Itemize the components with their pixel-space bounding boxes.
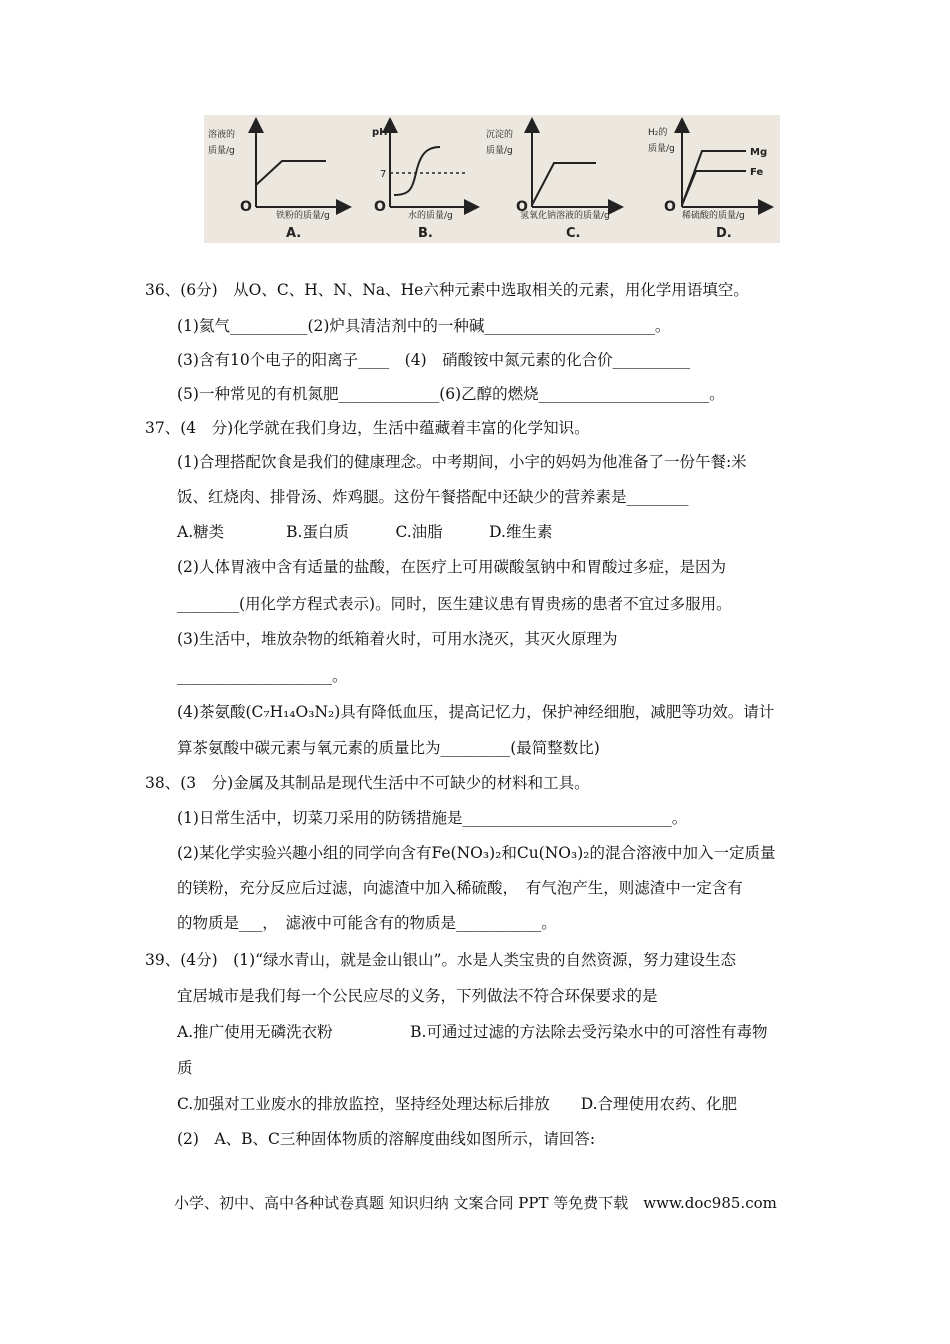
q36-line-1: (1)氦气__________(2)炉具清洁剂中的一种碱______________________。 — [177, 317, 671, 335]
graph-a-origin: O — [240, 199, 252, 215]
graph-c-xlabel: 氢氧化钠溶液的质量/g — [520, 211, 610, 221]
q37-p3-line-2: ____________________。 — [177, 667, 348, 685]
q39-p2: (2) A、B、C三种固体物质的溶解度曲线如图所示，请回答: — [177, 1130, 596, 1148]
graph-b — [372, 125, 472, 241]
graph-d-ylabel-2: 质量/g — [648, 144, 675, 154]
page-footer: 小学、初中、高中各种试卷真题 知识归纳 文案合同 PPT 等免费下载 www.doc985.com — [174, 1194, 777, 1212]
graph-c-letter: C. — [566, 226, 581, 241]
graph-c-ylabel-2: 质量/g — [486, 146, 513, 156]
graph-d-xlabel: 稀硫酸的质量/g — [682, 211, 745, 221]
graph-c-origin: O — [516, 199, 528, 215]
q37-p4-line-1: (4)茶氨酸(C₇H₁₄O₃N₂)具有降低血压，提高记忆力，保护神经细胞，减肥等功效。请计 — [177, 703, 775, 721]
graph-a-ylabel-2: 质量/g — [208, 146, 235, 156]
q37-p3-line-1: (3)生活中，堆放杂物的纸箱着火时，可用水浇灭，其灭火原理为 — [177, 630, 618, 648]
graph-c-ylabel-1: 沉淀的 — [486, 130, 514, 140]
q37-p1-options: A.糖类 B.蛋白质 C.油脂 D.维生素 — [177, 523, 553, 541]
graph-d-ylabel-1: H₂的 — [648, 128, 668, 138]
graph-d — [648, 125, 767, 241]
graph-a — [208, 125, 344, 241]
graph-a-letter: A. — [286, 226, 302, 241]
q38-p2-line-3: 的物质是___， 滤液中可能含有的物质是___________。 — [177, 914, 557, 932]
q39-options-ab: A.推广使用无磷洗衣粉 B.可通过过滤的方法除去受污染水中的可溶性有毒物 — [177, 1023, 768, 1041]
q39-p1-line-2: 宜居城市是我们每一个公民应尽的义务，下列做法不符合环保要求的是 — [177, 987, 658, 1005]
graph-a-ylabel-1: 溶液的 — [208, 130, 236, 140]
q36-line-2: (3)含有10个电子的阳离子____ (4) 硝酸铵中氮元素的化合价__________ — [177, 351, 691, 369]
q39-options-cd: C.加强对工业废水的排放监控，坚持经处理达标后排放 D.合理使用农药、化肥 — [177, 1095, 738, 1113]
graph-b-ylabel: pH — [372, 127, 388, 138]
q37-p2-line-1: (2)人体胃液中含有适量的盐酸，在医疗上可用碳酸氢钠中和胃酸过多症，是因为 — [177, 558, 726, 576]
graph-b-letter: B. — [418, 226, 433, 241]
graph-figure — [204, 115, 780, 243]
graph-d-origin: O — [664, 199, 676, 215]
graph-d-series-mg: Mg — [750, 147, 768, 158]
graph-b-xlabel: 水的质量/g — [408, 211, 453, 221]
q37-p2-line-2: ________(用化学方程式表示)。同时，医生建议患有胃贵疡的患者不宜过多服用。 — [177, 595, 732, 613]
graph-a-xlabel: 铁粉的质量/g — [276, 211, 330, 221]
q39-option-b-cont: 质 — [177, 1059, 193, 1077]
graph-c — [486, 125, 616, 241]
q38-p2-line-2: 的镁粉，充分反应后过滤，向滤渣中加入稀硫酸， 有气泡产生，则滤渣中一定含有 — [177, 879, 743, 897]
graph-b-origin: O — [374, 199, 386, 215]
graph-d-letter: D. — [716, 226, 732, 241]
q37-p1-line-1: (1)合理搭配饮食是我们的健康理念。中考期间，小宇的妈妈为他准备了一份午餐:米 — [177, 453, 747, 471]
graph-b-tick-7: 7 — [380, 169, 387, 180]
q38-p2-line-1: (2)某化学实验兴趣小组的同学向含有Fe(NO₃)₂和Cu(NO₃)₂的混合溶液中加入一定质量 — [177, 844, 776, 862]
q37-p4-line-2: 算茶氨酸中碳元素与氧元素的质量比为_________(最简整数比) — [177, 739, 600, 757]
graph-d-series-fe: Fe — [750, 167, 764, 178]
q37-heading: 37、(4 分)化学就在我们身边，生活中蕴藏着丰富的化学知识。 — [145, 419, 590, 437]
q37-p1-line-2: 饭、红烧肉、排骨汤、炸鸡腿。这份午餐搭配中还缺少的营养素是________ — [177, 488, 689, 506]
q38-p1: (1)日常生活中，切菜刀采用的防锈措施是___________________________。 — [177, 809, 688, 827]
q38-heading: 38、(3 分)金属及其制品是现代生活中不可缺少的材料和工具。 — [145, 774, 590, 792]
q36-heading: 36、(6分) 从O、C、H、N、Na、He六种元素中选取相关的元素，用化学用语填空。 — [145, 281, 749, 299]
q36-line-3: (5)一种常见的有机氮肥_____________(6)乙醇的燃烧______________________。 — [177, 385, 725, 403]
q39-heading: 39、(4分) (1)“绿水青山，就是金山银山”。水是人类宝贵的自然资源，努力建设生态 — [145, 951, 736, 969]
